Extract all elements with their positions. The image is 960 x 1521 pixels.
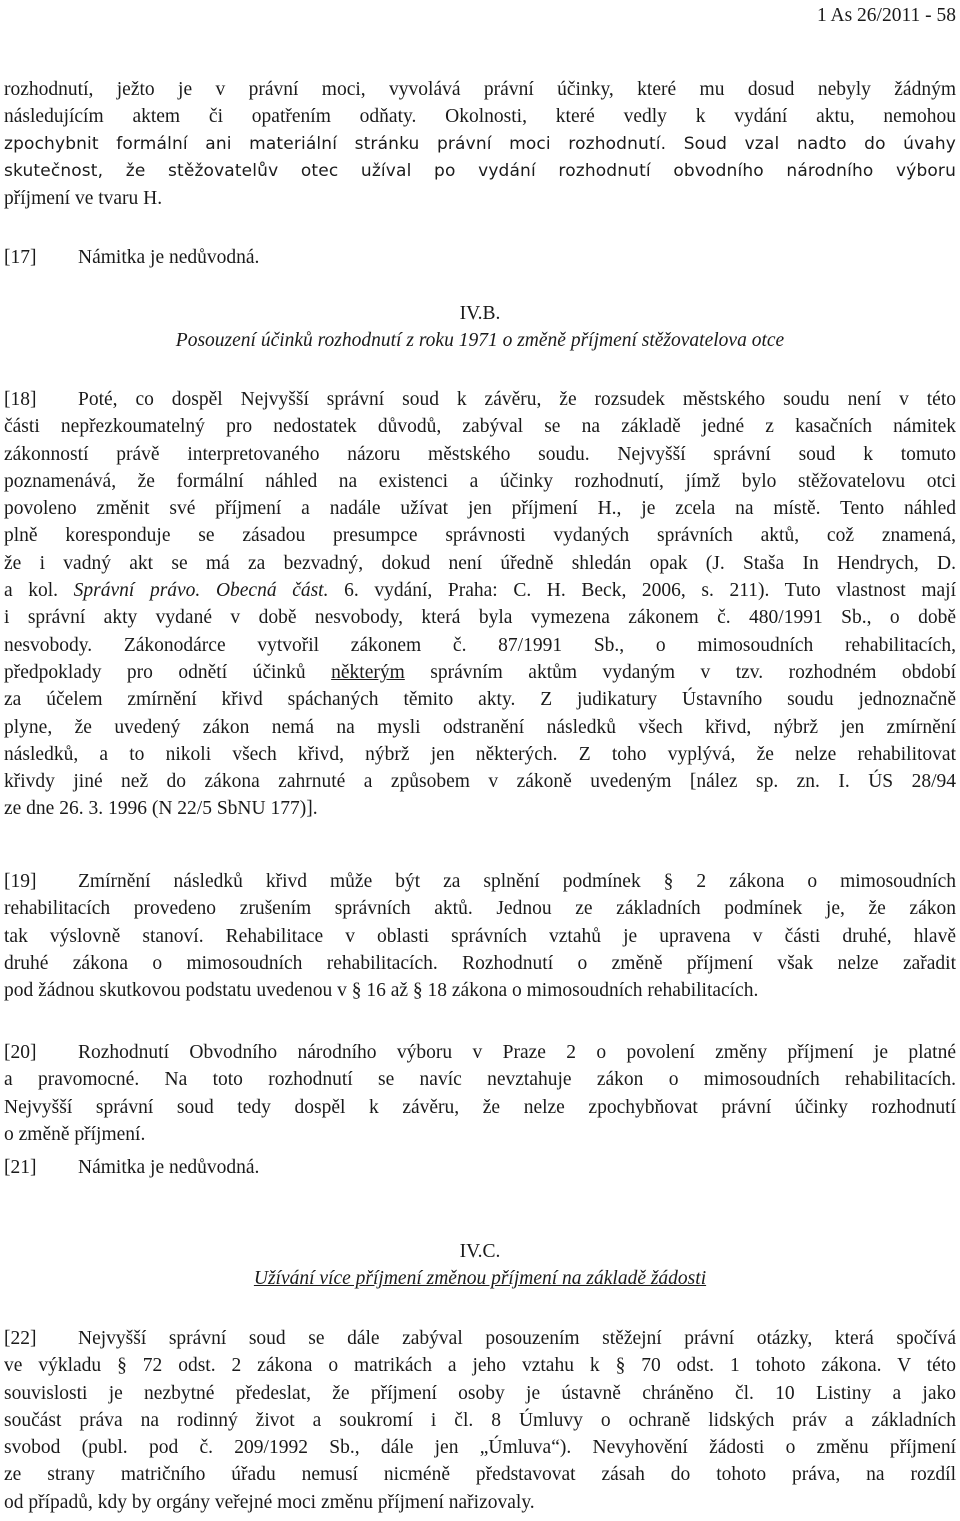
text-line: křivdy jiné než do zákona zahrnuté a způsobem v zákoně uvedeným [nález sp. zn. I. ÚS 28/94 — [4, 771, 956, 793]
text-line: že i vadný akt se má za bezvadný, dokud není úředně shledán opak (J. Staša In Hendrych, D. — [4, 552, 956, 574]
paragraph-number: [17] — [4, 247, 37, 268]
text-line: příjmení ve tvaru H. — [4, 188, 163, 210]
paragraph-text: Námitka je nedůvodná. — [78, 247, 260, 268]
paragraph-text: Rozhodnutí Obvodního národního výboru v Praze 2 o povolení změny příjmení je platné — [78, 1042, 956, 1063]
text-line — [4, 577, 956, 604]
text-line: ve výkladu § 72 odst. 2 zákona o matrikách a jeho vztahu k § 70 odst. 1 tohoto zákona. V této — [4, 1355, 956, 1377]
text-line: části nepřezkoumatelný pro nedostatek důvodů, zabýval se na základě jedné z kasačních námitek — [4, 416, 956, 438]
text-line: Nejvyšší správní soud tedy dospěl k závěru, že nelze zpochybňovat právní účinky rozhodnutí — [4, 1096, 956, 1118]
case-reference: 1 As 26/2011 - 58 — [816, 5, 956, 26]
paragraph-number: [20] — [4, 1042, 37, 1063]
text-line: rozhodnutí, ježto je v právní moci, vyvolává právní účinky, které mu dosud nebyly žádným — [4, 79, 956, 100]
section-number: IV.B. — [459, 303, 501, 324]
paragraph-19 — [4, 868, 956, 1004]
text-line: povoleno změnit své příjmení a nadále užívat jen příjmení H., je zcela na místě. Tento náhled — [4, 498, 956, 520]
text-line: rehabilitacích provedeno zrušením správních aktů. Jednou ze základních podmínek je, že zákon — [4, 898, 956, 920]
section-title: Posouzení účinků rozhodnutí z roku 1971 o změně příjmení stěžovatelova otce — [175, 330, 785, 352]
paragraph-text: Nejvyšší správní soud se dále zabýval posouzením stěžejní právní otázky, která spočívá — [78, 1328, 956, 1349]
text-run: a kol. — [4, 580, 74, 602]
text-run: předpoklady pro odnětí účinků — [4, 661, 332, 683]
text-line — [4, 659, 956, 686]
text-line: poznamenává, že formální náhled na existenci a účinky rozhodnutí, jímž bylo stěžovatelovu otci — [4, 470, 956, 492]
paragraph-17 — [4, 244, 956, 271]
text-line: tak výslovně stanoví. Rehabilitace v oblasti správních vztahů je upravena v části druhé, hlavě — [4, 925, 956, 947]
text-line: za účelem zmírnění křivd spáchaných těmito akty. Z judikatury Ústavního soudu jednoznačně — [4, 689, 956, 711]
text-run: 6. vydání, Praha: C. H. Beck, 2006, s. 211). Tuto vlastnost mají — [328, 580, 956, 602]
text-line: skutečnost, že stěžovatelův otec užíval po vydání rozhodnutí obvodního národního výboru — [4, 160, 956, 181]
text-line: plyne, že uvedený zákon nemá na mysli odstranění následků všech křivd, nýbrž jen zmírnění — [4, 716, 956, 738]
text-line — [4, 244, 956, 271]
text-run — [200, 580, 216, 601]
intro-paragraph — [4, 76, 956, 212]
text-line: následků, a to nikoli všech křivd, nýbrž jen některých. Z toho vyplývá, že nelze rehabilitovat — [4, 743, 956, 765]
text-line: o změně příjmení. — [4, 1123, 146, 1145]
paragraph-text: Zmírnění následků křivd může být za splnění podmínek § 2 zákona o mimosoudních — [78, 871, 956, 892]
section-number: IV.C. — [459, 1241, 501, 1262]
paragraph-20 — [4, 1039, 956, 1148]
text-line — [4, 868, 956, 895]
paragraph-18 — [4, 386, 956, 823]
underlined-word: některým — [331, 661, 405, 683]
text-line: plně koresponduje se zásadou presumpce správnosti vydaných správních aktů, což znamená, — [4, 525, 956, 547]
text-run: správním aktům vydaným v tzv. rozhodném období — [404, 661, 956, 683]
text-line: součást práva na rodinný život a soukromí i čl. 8 Úmluvy o ochraně lidských práv a základních — [4, 1409, 956, 1431]
text-line: a pravomocné. Na toto rozhodnutí se navíc nevztahuje zákon o mimosoudních rehabilitacích. — [4, 1069, 956, 1091]
text-line: ze dne 26. 3. 1996 (N 22/5 SbNU 177)]. — [4, 798, 318, 820]
paragraph-number: [21] — [4, 1157, 37, 1178]
text-line: druhé zákona o mimosoudních rehabilitacích. Rozhodnutí o změně příjmení však nelze zařadit — [4, 952, 956, 974]
paragraph-number: [18] — [4, 389, 37, 410]
paragraph-number: [22] — [4, 1328, 37, 1349]
text-line: ze strany matričního úřadu nemusí nicméně představovat zásah do tohoto práva, na rozdíl — [4, 1464, 956, 1486]
section-heading-c — [4, 1238, 956, 1293]
section-heading-b — [4, 300, 956, 355]
text-line — [4, 1039, 956, 1066]
paragraph-22 — [4, 1325, 956, 1516]
text-line: svobod (publ. pod č. 209/1992 Sb., dále jen „Úmluva“). Nevyhovění žádosti o změnu příjmení — [4, 1437, 956, 1459]
paragraph-number: [19] — [4, 871, 37, 892]
text-line — [4, 386, 956, 413]
paragraph-text: Námitka je nedůvodná. — [78, 1157, 260, 1178]
text-line: pod žádnou skutkovou podstatu uvedenou v § 16 až § 18 zákona o mimosoudních rehabilitacích. — [4, 980, 759, 1002]
section-title: Užívání více příjmení změnou příjmení na základě žádosti — [253, 1268, 707, 1290]
paragraph-21 — [4, 1154, 956, 1181]
text-line: následujícím aktem či opatřením odňaty. Okolnosti, které vedly k vydání aktu, nemohou — [4, 106, 956, 128]
text-line: od případů, kdy by orgány veřejné moci změnu příjmení nařizovaly. — [4, 1491, 535, 1513]
text-line: souvislosti je nezbytné předeslat, že příjmení osoby je ústavně chráněno čl. 10 Listiny a jako — [4, 1382, 956, 1404]
text-line: nesvobody. Zákonodárce vytvořil zákonem č. 87/1991 Sb., o mimosoudních rehabilitacích, — [4, 634, 956, 656]
text-line: zpochybnit formální ani materiální stránku právní moci rozhodnutí. Soud vzal nadto do úvahy — [4, 133, 956, 154]
text-line: zákonností právě interpretovaného názoru městského soudu. Nejvyšší správní soud k tomuto — [4, 443, 956, 465]
text-line — [4, 1325, 956, 1352]
citation-subtitle: Obecná část. — [215, 580, 329, 602]
text-line: i správní akty vydané v době nesvobody, která byla vymezena zákonem č. 480/1991 Sb., o době — [4, 607, 956, 629]
paragraph-text: Poté, co dospěl Nejvyšší správní soud k závěru, že rozsudek městského soudu není v této — [78, 389, 956, 410]
text-line — [4, 1154, 956, 1181]
citation-title: Správní právo. — [73, 580, 201, 602]
